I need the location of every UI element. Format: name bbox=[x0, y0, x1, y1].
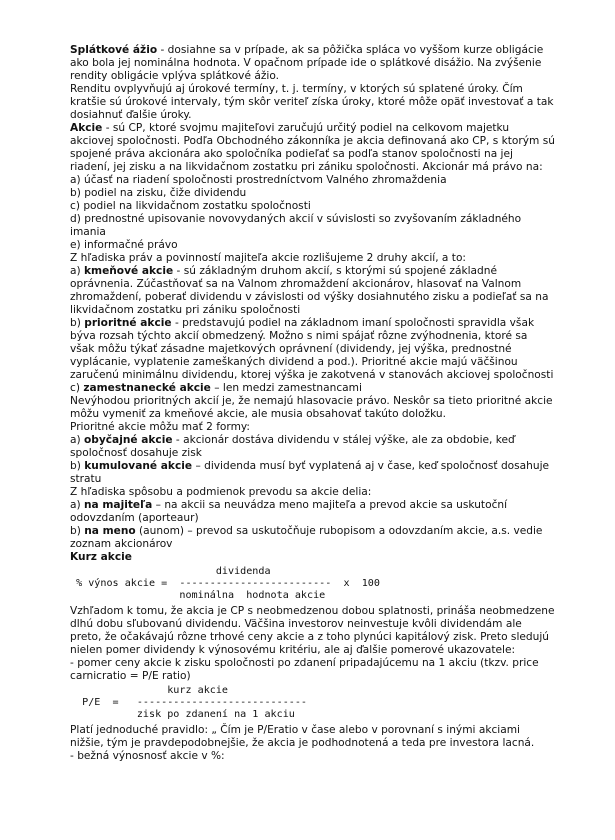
formula-vynos-akcie: dividenda % výnos akcie = ------------------------- x 100 nominálna hodnota akcie bbox=[76, 566, 380, 601]
text-na-majitela: – na akcii sa neuvádza meno majiteľa a prevod akcie sa uskutoční odovzdaním (aporteaur) bbox=[70, 499, 508, 524]
list-prefix: a) bbox=[70, 265, 84, 277]
type-kmenove bbox=[70, 265, 555, 317]
paragraph-splatkove-azio bbox=[70, 44, 555, 83]
text-kmenove: - sú základným druhom akcií, s ktorými sú spojené základné oprávnenia. Zúčastňovať sa na Valnom zhromaždení akcionárov, hlasovať na Valnom zhromaždení, poberať dividendu v závislosti od výšky dosiahnutého zisku a podieľať sa na likvidačnom zostatku pri zániku spoločnosti bbox=[70, 265, 549, 316]
type-prioritne bbox=[70, 317, 555, 382]
paragraph-pravidlo: Platí jednoduché pravidlo: „ Čím je P/Eratio v čase alebo v porovnaní s inými akciami nižšie, tým je pravdepodobnejšie, že akcia je podhodnotená a teda pre investora lacná. bbox=[70, 724, 535, 749]
paragraph-prevod: Z hľadiska spôsobu a podmienok prevodu sa akcie delia: bbox=[70, 486, 372, 498]
list-prefix: b) bbox=[70, 317, 85, 329]
list-prefix: b) bbox=[70, 460, 85, 472]
term-zamestnanecke: zamestnanecké akcie bbox=[83, 382, 211, 394]
text-prioritne: - predstavujú podiel na základnom imaní spoločnosti spravidla však býva rozsah týchto akcií obmedzený. Možno s nimi spájať rôzne zvýhodnenia, ktoré sa však môžu týkať zásadne majetkových oprávnení (dividendy, jej výška, prednostné vyplácanie, vyplatenie zameškaných dividend a pod.). Prioritné akcie majú väčšinou zaručenú minimálnu dividendu, ktorej výška je zakotvená v stanovách akciovej spoločnosti bbox=[70, 317, 554, 381]
paragraph-formy: Prioritné akcie môžu mať 2 formy: bbox=[70, 421, 250, 433]
text-obycajne: - akcionár dostáva dividendu v stálej výške, ale za obdobie, keď spoločnosť dosahuje zisk bbox=[70, 434, 515, 459]
list-prefix: a) bbox=[70, 499, 84, 511]
paragraph-bezna-vynosnost: - bežná výnosnosť akcie v %: bbox=[70, 750, 225, 762]
document-page bbox=[70, 44, 555, 763]
term-prioritne: prioritné akcie bbox=[84, 317, 172, 329]
form-kumulovane bbox=[70, 460, 555, 486]
text-akcie: - sú CP, ktoré svojmu majiteľovi zaručujú určitý podiel na celkovom majetku akciovej spoločnosti. Podľa Obchodného zákonníka je akcia definovaná ako CP, s ktorým sú spojené práva akcionára ako spoločníka podieľať sa podľa stanov spoločnosti na jej riadení, jej zisku a na likvidačnom zostatku pri zániku spoločnosti. Akcionár má právo na: bbox=[70, 122, 555, 173]
paragraph-akcie bbox=[70, 122, 555, 174]
heading-kurz-akcie bbox=[70, 551, 555, 564]
term-akcie: Akcie bbox=[70, 122, 103, 134]
text-na-meno: (aunom) – prevod sa uskutočňuje rubopisom a odovzdaním akcie, a.s. vedie zoznam akcionárov bbox=[70, 525, 543, 550]
right-item-a: a) účasť na riadení spoločnosti prostredníctvom Valného zhromaždenia bbox=[70, 174, 447, 186]
heading-kurz-text: Kurz akcie bbox=[70, 551, 132, 563]
term-kmenove: kmeňové akcie bbox=[84, 265, 174, 277]
text-zamestnanecke: – len medzi zamestnancami bbox=[210, 382, 362, 394]
term-na-meno: na meno bbox=[84, 525, 136, 537]
formula-pe-ratio: kurz akcie P/E = ---------------------------- zisk po zdanení na 1 akciu bbox=[82, 685, 308, 720]
right-item-c: c) podiel na likvidačnom zostatku spoločnosti bbox=[70, 200, 311, 212]
transfer-na-majitela bbox=[70, 499, 555, 525]
type-zamestnanecke bbox=[70, 382, 555, 395]
paragraph-pomer-ceny: - pomer ceny akcie k zisku spoločnosti po zdanení pripadajúcemu na 1 akciu (tkzv. price carnicratio = P/E ratio) bbox=[70, 657, 539, 682]
right-item-d: d) prednostné upisovanie novovydaných akcií v súvislosti so zvyšovaním základného imania bbox=[70, 213, 522, 238]
transfer-na-meno bbox=[70, 525, 555, 551]
term-obycajne: obyčajné akcie bbox=[84, 434, 173, 446]
list-prefix: b) bbox=[70, 525, 85, 537]
term-splatkove-azio: Splátkové ážio bbox=[70, 44, 158, 56]
list-prefix: c) bbox=[70, 382, 84, 394]
form-obycajne bbox=[70, 434, 555, 460]
paragraph-vzhladom: Vzhľadom k tomu, že akcia je CP s neobmedzenou dobou splatnosti, prináša neobmedzene dlhú dobu sľubovanú dividendu. Väčšina investorov neinvestuje kvôli dividendám ale preto, že očakávajú rôzne trhové ceny akcie a z toho plynúci kapitálový zisk. Preto sledujú nielen pomer dividendy k výnosovému kritériu, ale aj ďalšie pomerové ukazovatele: bbox=[70, 605, 555, 656]
paragraph-rendita: Renditu ovplyvňujú aj úrokové termíny, t. j. termíny, v ktorých sú splatené úroky. Čím kratšie sú úrokové intervaly, tým skôr veriteľ získa úroky, ktoré môže opäť investovať a tak dosiahnuť ďalšie úroky. bbox=[70, 83, 554, 121]
list-prefix: a) bbox=[70, 434, 84, 446]
text-kumulovane: – dividenda musí byť vyplatená aj v čase, keď spoločnosť dosahuje stratu bbox=[70, 460, 550, 485]
term-kumulovane: kumulované akcie bbox=[84, 460, 193, 472]
right-item-e: e) informačné právo bbox=[70, 239, 178, 251]
paragraph-druhy-akcii: Z hľadiska práv a povinností majiteľa akcie rozlišujeme 2 druhy akcií, a to: bbox=[70, 252, 466, 264]
term-na-majitela: na majiteľa bbox=[84, 499, 153, 511]
text-splatkove-azio: - dosiahne sa v prípade, ak sa pôžička spláca vo vyššom kurze obligácie ako bola jej nominálna hodnota. V opačnom prípade ide o splátkové disážio. Na zvýšenie rendity obligácie vplýva splátkové ážio. bbox=[70, 44, 544, 82]
right-item-b: b) podiel na zisku, čiže dividendu bbox=[70, 187, 247, 199]
paragraph-nevyhoda: Nevýhodou prioritných akcií je, že nemajú hlasovacie právo. Neskôr sa tieto prioritné akcie môžu vymeniť za kmeňové akcie, ale musia obsahovať takúto doložku. bbox=[70, 395, 553, 420]
